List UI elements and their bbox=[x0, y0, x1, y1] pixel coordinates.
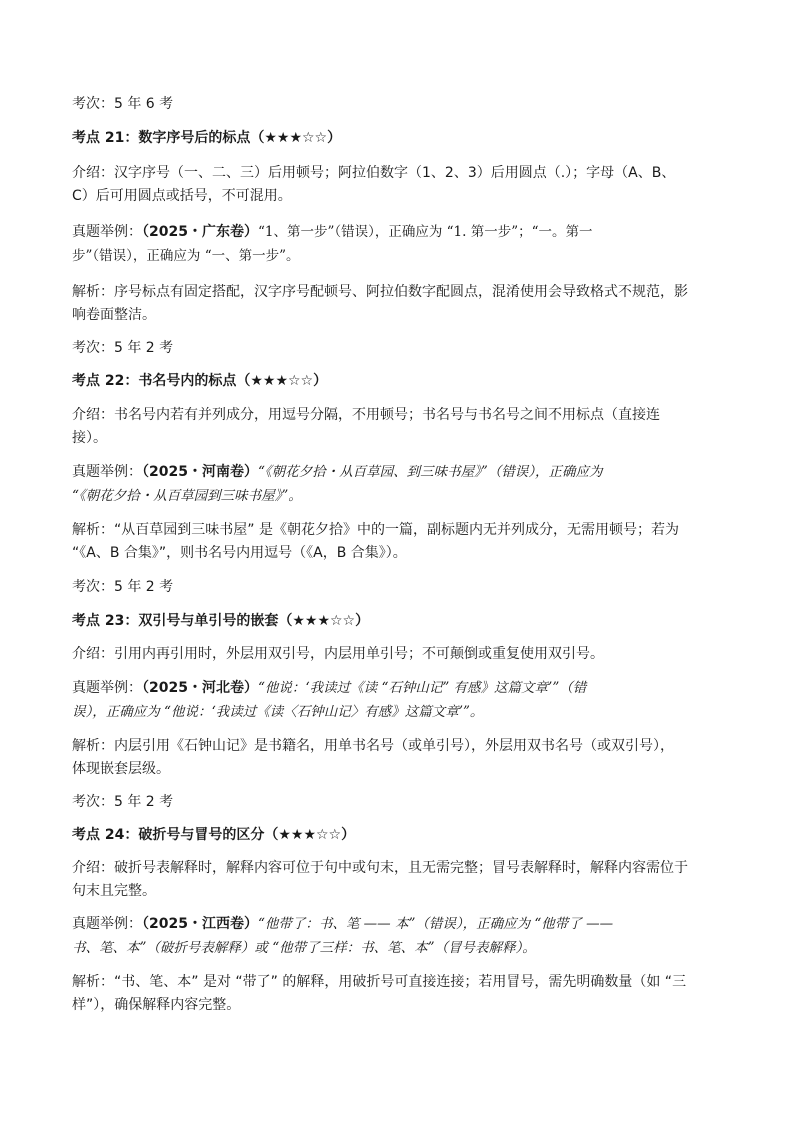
exam-count: 考次：5 年 2 考 bbox=[72, 340, 174, 356]
example-label: 真题举例： bbox=[72, 464, 142, 480]
intro-text: 介绍：书名号内若有并列成分，用逗号分隔，不用顿号；书名号与书名号之间不用标点（直接连 bbox=[72, 407, 660, 423]
analysis-text: “《A、B 合集》”，则书名号内用逗号（《A，B 合集》）。 bbox=[72, 545, 407, 561]
example-text: “《朝花夕拾・从百草园到三味书屋》”。 bbox=[72, 488, 302, 504]
analysis-text: 解析：“书、笔、本” 是对 “带了” 的解释，用破折号可直接连接；若用冒号，需先明确数量（如 “三 bbox=[72, 974, 687, 990]
example-text: “《朝花夕拾・从百草园、到三味书屋》”（错误），正确应为 bbox=[257, 464, 603, 480]
analysis-text: 体现嵌套层级。 bbox=[72, 761, 170, 777]
example-line bbox=[72, 462, 732, 482]
point-heading: 考点 24：破折号与冒号的区分（★★★☆☆） bbox=[72, 827, 356, 843]
example-text: “1、第一步”（错误），正确应为 “1. 第一步”；“一。第一 bbox=[257, 224, 593, 240]
example-line bbox=[72, 222, 732, 242]
point-heading: 考点 21：数字序号后的标点（★★★☆☆） bbox=[72, 130, 342, 146]
example-source: （2025・江西卷） bbox=[142, 916, 258, 932]
intro-text: 介绍：汉字序号（一、二、三）后用顿号；阿拉伯数字（1、2、3）后用圆点（.）；字母（A、B、 bbox=[72, 165, 676, 181]
exam-count: 考次：5 年 2 考 bbox=[72, 794, 174, 810]
exam-count: 考次：5 年 6 考 bbox=[72, 96, 174, 112]
analysis-text: 解析：内层引用《石钟山记》是书籍名，用单书名号（或单引号），外层用双书名号（或双引号）， bbox=[72, 738, 674, 754]
example-source: （2025・河南卷） bbox=[142, 464, 258, 480]
example-label: 真题举例： bbox=[72, 224, 142, 240]
example-label: 真题举例： bbox=[72, 916, 142, 932]
exam-count: 考次：5 年 2 考 bbox=[72, 579, 174, 595]
example-text: 误），正确应为 “他说：‘我读过《读〈石钟山记〉有感》这篇文章’”。 bbox=[72, 704, 484, 720]
example-label: 真题举例： bbox=[72, 680, 142, 696]
example-source: （2025・河北卷） bbox=[142, 680, 258, 696]
analysis-text: 样”），确保解释内容完整。 bbox=[72, 997, 241, 1013]
analysis-text: 解析：序号标点有固定搭配，汉字序号配顿号、阿拉伯数字配圆点，混淆使用会导致格式不规范，影 bbox=[72, 284, 688, 300]
point-heading: 考点 23：双引号与单引号的嵌套（★★★☆☆） bbox=[72, 613, 370, 629]
example-source: （2025・广东卷） bbox=[142, 224, 258, 240]
intro-text: C）后可用圆点或括号，不可混用。 bbox=[72, 188, 292, 204]
example-text: “他说：‘我读过《读 “石钟山记” 有感》这篇文章’”（错 bbox=[257, 680, 587, 696]
point-heading: 考点 22：书名号内的标点（★★★☆☆） bbox=[72, 373, 328, 389]
intro-text: 接）。 bbox=[72, 430, 107, 446]
intro-text: 句末且完整。 bbox=[72, 883, 156, 899]
intro-text: 介绍：引用内再引用时，外层用双引号，内层用单引号；不可颠倒或重复使用双引号。 bbox=[72, 646, 604, 662]
analysis-text: 响卷面整洁。 bbox=[72, 307, 156, 323]
analysis-text: 解析：“从百草园到三味书屋” 是《朝花夕拾》中的一篇，副标题内无并列成分，无需用顿号；若为 bbox=[72, 522, 679, 538]
example-line bbox=[72, 914, 732, 934]
example-line bbox=[72, 678, 732, 698]
intro-text: 介绍：破折号表解释时，解释内容可位于句中或句末，且无需完整；冒号表解释时，解释内容需位于 bbox=[72, 860, 688, 876]
example-text: 书、笔、本”（破折号表解释）或 “他带了三样：书、笔、本”（冒号表解释）。 bbox=[72, 940, 536, 956]
example-text: “他带了：书、笔 —— 本”（错误），正确应为 “他带了 —— bbox=[257, 916, 614, 932]
example-text: 步”（错误），正确应为 “一、第一步”。 bbox=[72, 248, 300, 264]
